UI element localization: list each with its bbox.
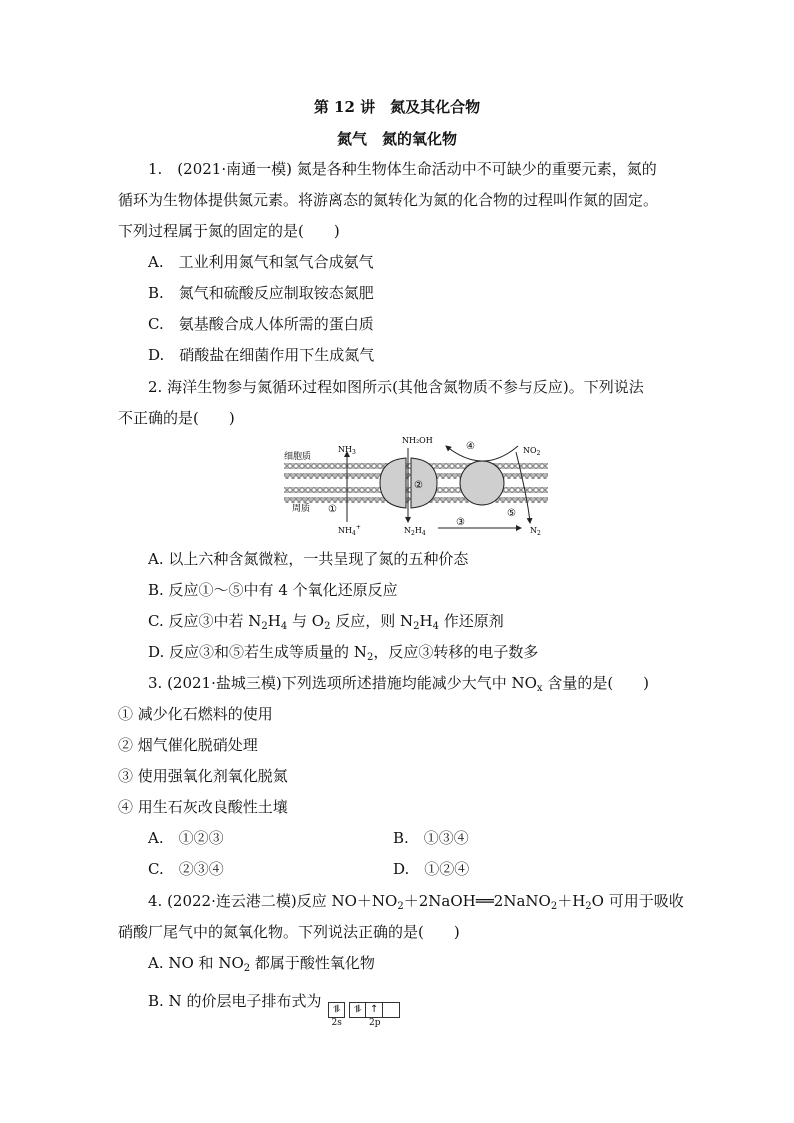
q4-line-1: 4. (2022·连云港二模)反应 $NO+NO_2+2NaOH══2NaNO_2+H_2O$ 可用于吸收 [148, 892, 684, 912]
q3-option-b: B. ①③④ [393, 829, 469, 847]
orbital-2p-box-3 [383, 1002, 400, 1018]
orbital-diagram [328, 996, 400, 1028]
q1-line-3: 下列过程属于氮的固定的是( ) [118, 222, 340, 240]
orbital-2p-box-2: ↑ [366, 1002, 383, 1018]
q1-option-a: A. 工业利用氮气和氢气合成氨气 [148, 253, 374, 271]
nitrogen-cycle-diagram [278, 430, 558, 545]
label-cytoplasm: 细胞质 [284, 452, 312, 462]
q3-option-a: A. ①②③ [148, 829, 224, 847]
q4-line-2: 硝酸厂尾气中的氮氧化物。下列说法正确的是( ) [118, 923, 460, 941]
label-reaction-5: ⑤ [507, 508, 516, 519]
q1-option-d: D. 硝酸盐在细菌作用下生成氮气 [148, 346, 375, 364]
label-no2: $NO_2$ [523, 446, 541, 457]
label-n2: $N_2$ [530, 526, 541, 537]
q3-option-c: C. ②③④ [148, 860, 224, 878]
label-reaction-1: ① [328, 504, 337, 515]
page-subtitle: 氮气 氮的氧化物 [336, 130, 457, 148]
arrow-reaction-4 [446, 446, 518, 461]
orbital-2s-box: ⥮ [328, 1002, 345, 1018]
q2-option-a: A. 以上六种含氮微粒，一共呈现了氮的五种价态 [148, 550, 469, 568]
q3-option-d: D. ①②④ [393, 860, 470, 878]
q1-line-2: 循环为生物体提供氮元素。将游离态的氮转化为氮的化合物的过程叫作氮的固定。 [118, 191, 659, 209]
q2-line-1: 2. 海洋生物参与氮循环过程如图所示(其他含氮物质不参与反应)。下列说法 [148, 378, 644, 396]
label-reaction-3: ③ [456, 517, 465, 528]
label-n2h4: $N_2H_4$ [404, 526, 426, 537]
q3-item-4: ④ 用生石灰改良酸性土壤 [118, 798, 288, 816]
label-nh4: $NH_4^+$ [338, 524, 361, 537]
label-periplasm: 周质 [292, 504, 311, 514]
q1-option-b: B. 氮气和硫酸反应制取铵态氮肥 [148, 284, 374, 302]
enzyme-circle [460, 461, 504, 505]
q2-option-c: C. 反应③中若 $N_2H_4$ 与 $O_2$ 反应，则 $N_2H_4$ 作还原剂 [148, 612, 504, 632]
label-reaction-2: ② [414, 480, 423, 491]
label-reaction-4: ④ [466, 441, 475, 452]
orbital-2s-label: 2s [331, 1018, 342, 1028]
q3-item-2: ② 烟气催化脱硝处理 [118, 736, 258, 754]
orbital-2p-label: 2p [368, 1018, 381, 1028]
q2-option-d: D. 反应③和⑤若生成等质量的 $N_2$，反应③转移的电子数多 [148, 643, 539, 663]
q3-line: 3. (2021·盐城三模)下列选项所述措施均能减少大气中 $NO_x$ 含量的是( ) [148, 674, 650, 694]
label-nh2oh: NH₂OH [402, 436, 433, 445]
q1-option-c: C. 氨基酸合成人体所需的蛋白质 [148, 315, 374, 333]
q1-line-1: 1. (2021·南通一模) 氮是各种生物体生命活动中不可缺少的重要元素，氮的 [148, 160, 657, 178]
q2-option-b: B. 反应①～⑤中有 4 个氧化还原反应 [148, 581, 398, 599]
orbital-2p-box-1: ⥮ [349, 1002, 366, 1018]
q4-option-a: A. NO 和 $NO_2$ 都属于酸性氧化物 [148, 954, 375, 974]
q2-line-2: 不正确的是( ) [118, 409, 235, 427]
q3-item-1: ① 减少化石燃料的使用 [118, 705, 273, 723]
q4-option-b: B. N 的价层电子排布式为 ⥮ 2s ⥮ ↑ 2p [148, 990, 678, 1028]
q3-item-3: ③ 使用强氧化剂氧化脱氮 [118, 767, 288, 785]
label-nh3: $NH_3$ [338, 445, 356, 456]
page-title: 第 12 讲 氮及其化合物 [313, 98, 481, 116]
